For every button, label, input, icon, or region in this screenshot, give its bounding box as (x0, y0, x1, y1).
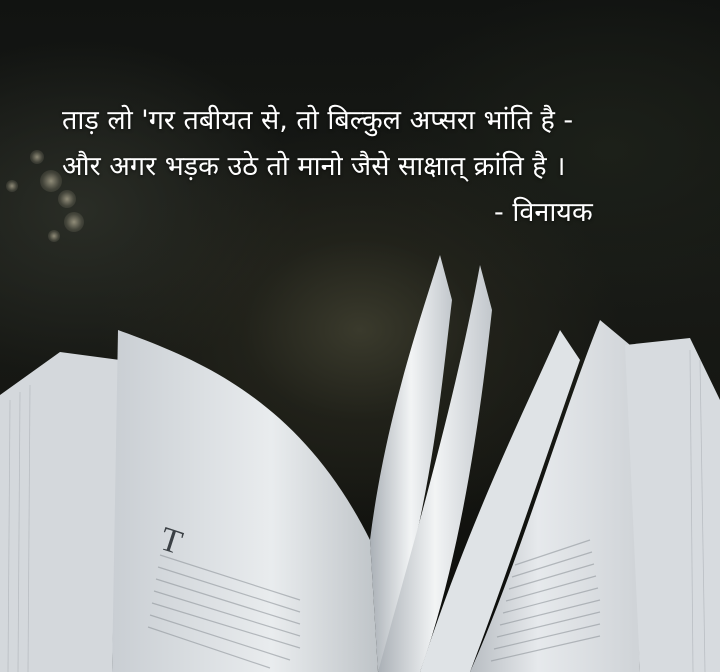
quote-text-block (62, 98, 712, 236)
drop-cap-t: T (155, 520, 187, 563)
quote-author: - विनायक (494, 197, 593, 228)
quote-line-2: और अगर भड़क उठे तो मानो जैसे साक्षात् क्रांति है । (62, 151, 566, 182)
left-page (112, 330, 378, 672)
right-page-stack (625, 338, 720, 672)
quote-line-1: ताड़ लो 'गर तबीयत से, तो बिल्कुल अप्सरा भांति है - (62, 105, 574, 136)
